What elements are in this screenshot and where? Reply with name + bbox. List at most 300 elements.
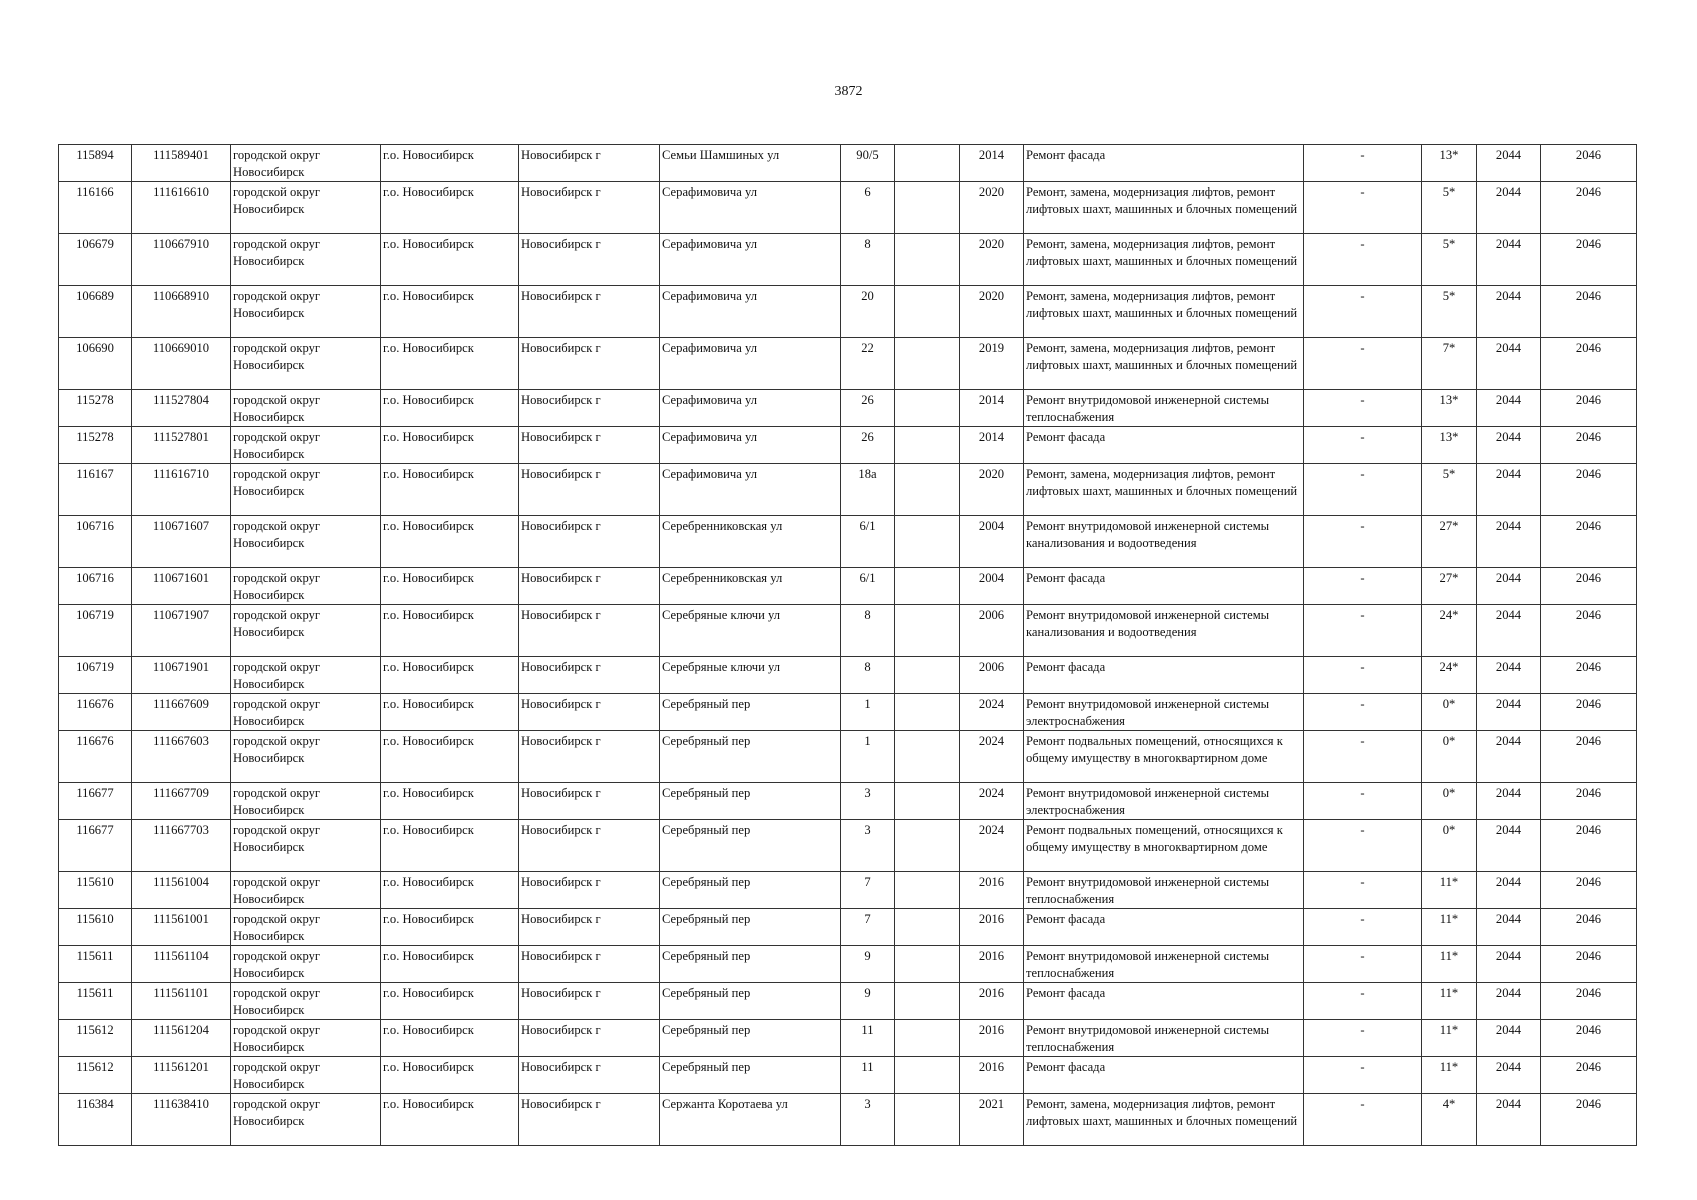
blank-cell (895, 286, 960, 338)
city-cell: Новосибирск г (519, 605, 660, 657)
years-since-cell: 0* (1422, 731, 1477, 783)
table-row (59, 390, 1637, 427)
blank-cell (895, 820, 960, 872)
work-code-cell: 111561001 (132, 909, 231, 946)
dash-cell: - (1304, 338, 1422, 390)
work-code-cell: 111667709 (132, 783, 231, 820)
district-cell: городской округ Новосибирск (231, 338, 381, 390)
object-id-cell: 115278 (59, 390, 132, 427)
last-repair-year-cell: 2004 (960, 516, 1024, 568)
street-cell: Серебряный пер (660, 731, 841, 783)
last-repair-year-cell: 2016 (960, 983, 1024, 1020)
work-code-cell: 111667603 (132, 731, 231, 783)
street-cell: Серафимовича ул (660, 182, 841, 234)
last-repair-year-cell: 2019 (960, 338, 1024, 390)
house-number-cell: 90/5 (841, 145, 895, 182)
municipality-cell: г.о. Новосибирск (381, 872, 519, 909)
table-row (59, 1094, 1637, 1146)
object-id-cell: 115611 (59, 946, 132, 983)
city-cell: Новосибирск г (519, 427, 660, 464)
street-cell: Серебряный пер (660, 694, 841, 731)
work-type-cell: Ремонт, замена, модернизация лифтов, ремонт лифтовых шахт, машинных и блочных помещений (1024, 464, 1304, 516)
house-number-cell: 6 (841, 182, 895, 234)
street-cell: Сержанта Коротаева ул (660, 1094, 841, 1146)
house-number-cell: 22 (841, 338, 895, 390)
object-id-cell: 116166 (59, 182, 132, 234)
blank-cell (895, 182, 960, 234)
street-cell: Семьи Шамшиных ул (660, 145, 841, 182)
work-code-cell: 111561004 (132, 872, 231, 909)
table-row (59, 946, 1637, 983)
last-repair-year-cell: 2016 (960, 909, 1024, 946)
object-id-cell: 116677 (59, 820, 132, 872)
plan-start-year-cell: 2044 (1477, 983, 1541, 1020)
dash-cell: - (1304, 182, 1422, 234)
blank-cell (895, 694, 960, 731)
city-cell: Новосибирск г (519, 464, 660, 516)
object-id-cell: 116676 (59, 694, 132, 731)
municipality-cell: г.о. Новосибирск (381, 731, 519, 783)
house-number-cell: 8 (841, 234, 895, 286)
dash-cell: - (1304, 390, 1422, 427)
work-code-cell: 110671601 (132, 568, 231, 605)
work-type-cell: Ремонт, замена, модернизация лифтов, ремонт лифтовых шахт, машинных и блочных помещений (1024, 234, 1304, 286)
municipality-cell: г.о. Новосибирск (381, 1057, 519, 1094)
last-repair-year-cell: 2014 (960, 145, 1024, 182)
municipality-cell: г.о. Новосибирск (381, 464, 519, 516)
dash-cell: - (1304, 731, 1422, 783)
years-since-cell: 24* (1422, 605, 1477, 657)
street-cell: Серебряный пер (660, 783, 841, 820)
plan-start-year-cell: 2044 (1477, 234, 1541, 286)
street-cell: Серафимовича ул (660, 427, 841, 464)
city-cell: Новосибирск г (519, 820, 660, 872)
plan-start-year-cell: 2044 (1477, 286, 1541, 338)
plan-end-year-cell: 2046 (1541, 427, 1637, 464)
street-cell: Серебряный пер (660, 872, 841, 909)
blank-cell (895, 1094, 960, 1146)
plan-start-year-cell: 2044 (1477, 731, 1541, 783)
district-cell: городской округ Новосибирск (231, 946, 381, 983)
table-row (59, 1020, 1637, 1057)
city-cell: Новосибирск г (519, 872, 660, 909)
municipality-cell: г.о. Новосибирск (381, 820, 519, 872)
municipality-cell: г.о. Новосибирск (381, 783, 519, 820)
district-cell: городской округ Новосибирск (231, 820, 381, 872)
blank-cell (895, 145, 960, 182)
years-since-cell: 4* (1422, 1094, 1477, 1146)
plan-end-year-cell: 2046 (1541, 731, 1637, 783)
plan-start-year-cell: 2044 (1477, 390, 1541, 427)
object-id-cell: 115278 (59, 427, 132, 464)
blank-cell (895, 983, 960, 1020)
municipality-cell: г.о. Новосибирск (381, 657, 519, 694)
work-type-cell: Ремонт внутридомовой инженерной системы теплоснабжения (1024, 872, 1304, 909)
city-cell: Новосибирск г (519, 516, 660, 568)
work-code-cell: 111527801 (132, 427, 231, 464)
street-cell: Серебряный пер (660, 820, 841, 872)
city-cell: Новосибирск г (519, 909, 660, 946)
plan-end-year-cell: 2046 (1541, 872, 1637, 909)
last-repair-year-cell: 2020 (960, 234, 1024, 286)
street-cell: Серафимовича ул (660, 286, 841, 338)
dash-cell: - (1304, 464, 1422, 516)
last-repair-year-cell: 2024 (960, 694, 1024, 731)
municipality-cell: г.о. Новосибирск (381, 1020, 519, 1057)
years-since-cell: 27* (1422, 568, 1477, 605)
work-type-cell: Ремонт внутридомовой инженерной системы электроснабжения (1024, 783, 1304, 820)
house-number-cell: 3 (841, 820, 895, 872)
plan-start-year-cell: 2044 (1477, 820, 1541, 872)
years-since-cell: 0* (1422, 694, 1477, 731)
plan-start-year-cell: 2044 (1477, 568, 1541, 605)
work-code-cell: 110671907 (132, 605, 231, 657)
municipality-cell: г.о. Новосибирск (381, 694, 519, 731)
years-since-cell: 5* (1422, 464, 1477, 516)
plan-end-year-cell: 2046 (1541, 516, 1637, 568)
work-type-cell: Ремонт фасада (1024, 1057, 1304, 1094)
table-row (59, 464, 1637, 516)
table-row (59, 182, 1637, 234)
work-code-cell: 111561101 (132, 983, 231, 1020)
plan-start-year-cell: 2044 (1477, 783, 1541, 820)
years-since-cell: 13* (1422, 390, 1477, 427)
district-cell: городской округ Новосибирск (231, 872, 381, 909)
plan-start-year-cell: 2044 (1477, 946, 1541, 983)
blank-cell (895, 657, 960, 694)
table-row (59, 516, 1637, 568)
house-number-cell: 20 (841, 286, 895, 338)
district-cell: городской округ Новосибирск (231, 1094, 381, 1146)
plan-start-year-cell: 2044 (1477, 1057, 1541, 1094)
plan-start-year-cell: 2044 (1477, 1020, 1541, 1057)
years-since-cell: 11* (1422, 983, 1477, 1020)
last-repair-year-cell: 2024 (960, 820, 1024, 872)
blank-cell (895, 1020, 960, 1057)
street-cell: Серафимовича ул (660, 464, 841, 516)
blank-cell (895, 872, 960, 909)
work-code-cell: 110667910 (132, 234, 231, 286)
district-cell: городской округ Новосибирск (231, 145, 381, 182)
plan-start-year-cell: 2044 (1477, 516, 1541, 568)
last-repair-year-cell: 2016 (960, 946, 1024, 983)
district-cell: городской округ Новосибирск (231, 1057, 381, 1094)
city-cell: Новосибирск г (519, 1020, 660, 1057)
object-id-cell: 106679 (59, 234, 132, 286)
table-row (59, 694, 1637, 731)
house-number-cell: 1 (841, 694, 895, 731)
work-type-cell: Ремонт, замена, модернизация лифтов, ремонт лифтовых шахт, машинных и блочных помещений (1024, 286, 1304, 338)
house-number-cell: 11 (841, 1020, 895, 1057)
table-row (59, 338, 1637, 390)
blank-cell (895, 946, 960, 983)
municipality-cell: г.о. Новосибирск (381, 983, 519, 1020)
object-id-cell: 116676 (59, 731, 132, 783)
house-number-cell: 26 (841, 390, 895, 427)
blank-cell (895, 464, 960, 516)
plan-start-year-cell: 2044 (1477, 1094, 1541, 1146)
work-type-cell: Ремонт, замена, модернизация лифтов, ремонт лифтовых шахт, машинных и блочных помещений (1024, 182, 1304, 234)
plan-start-year-cell: 2044 (1477, 872, 1541, 909)
street-cell: Серебряный пер (660, 1057, 841, 1094)
years-since-cell: 5* (1422, 286, 1477, 338)
city-cell: Новосибирск г (519, 182, 660, 234)
plan-start-year-cell: 2044 (1477, 605, 1541, 657)
plan-end-year-cell: 2046 (1541, 182, 1637, 234)
plan-end-year-cell: 2046 (1541, 946, 1637, 983)
street-cell: Серафимовича ул (660, 390, 841, 427)
dash-cell: - (1304, 820, 1422, 872)
house-number-cell: 8 (841, 605, 895, 657)
plan-start-year-cell: 2044 (1477, 694, 1541, 731)
street-cell: Серебряный пер (660, 1020, 841, 1057)
district-cell: городской округ Новосибирск (231, 286, 381, 338)
object-id-cell: 106719 (59, 605, 132, 657)
plan-end-year-cell: 2046 (1541, 234, 1637, 286)
table-row (59, 234, 1637, 286)
house-number-cell: 9 (841, 946, 895, 983)
district-cell: городской округ Новосибирск (231, 182, 381, 234)
plan-start-year-cell: 2044 (1477, 657, 1541, 694)
dash-cell: - (1304, 1094, 1422, 1146)
municipality-cell: г.о. Новосибирск (381, 182, 519, 234)
work-code-cell: 111561204 (132, 1020, 231, 1057)
blank-cell (895, 234, 960, 286)
city-cell: Новосибирск г (519, 145, 660, 182)
object-id-cell: 116167 (59, 464, 132, 516)
district-cell: городской округ Новосибирск (231, 464, 381, 516)
blank-cell (895, 516, 960, 568)
work-code-cell: 110671607 (132, 516, 231, 568)
house-number-cell: 7 (841, 872, 895, 909)
municipality-cell: г.о. Новосибирск (381, 234, 519, 286)
table-row (59, 427, 1637, 464)
house-number-cell: 26 (841, 427, 895, 464)
city-cell: Новосибирск г (519, 731, 660, 783)
work-type-cell: Ремонт подвальных помещений, относящихся к общему имуществу в многоквартирном доме (1024, 820, 1304, 872)
last-repair-year-cell: 2020 (960, 286, 1024, 338)
municipality-cell: г.о. Новосибирск (381, 338, 519, 390)
dash-cell: - (1304, 234, 1422, 286)
work-type-cell: Ремонт внутридомовой инженерной системы теплоснабжения (1024, 946, 1304, 983)
street-cell: Серебренниковская ул (660, 516, 841, 568)
work-code-cell: 111616610 (132, 182, 231, 234)
plan-end-year-cell: 2046 (1541, 145, 1637, 182)
plan-end-year-cell: 2046 (1541, 390, 1637, 427)
work-type-cell: Ремонт фасада (1024, 657, 1304, 694)
dash-cell: - (1304, 516, 1422, 568)
dash-cell: - (1304, 1057, 1422, 1094)
blank-cell (895, 568, 960, 605)
years-since-cell: 5* (1422, 182, 1477, 234)
years-since-cell: 24* (1422, 657, 1477, 694)
last-repair-year-cell: 2024 (960, 731, 1024, 783)
plan-end-year-cell: 2046 (1541, 605, 1637, 657)
district-cell: городской округ Новосибирск (231, 516, 381, 568)
house-number-cell: 1 (841, 731, 895, 783)
district-cell: городской округ Новосибирск (231, 657, 381, 694)
municipality-cell: г.о. Новосибирск (381, 1094, 519, 1146)
work-type-cell: Ремонт, замена, модернизация лифтов, ремонт лифтовых шахт, машинных и блочных помещений (1024, 338, 1304, 390)
table-row (59, 820, 1637, 872)
work-type-cell: Ремонт фасада (1024, 909, 1304, 946)
blank-cell (895, 338, 960, 390)
municipality-cell: г.о. Новосибирск (381, 145, 519, 182)
work-type-cell: Ремонт внутридомовой инженерной системы канализования и водоотведения (1024, 605, 1304, 657)
object-id-cell: 115610 (59, 909, 132, 946)
work-type-cell: Ремонт внутридомовой инженерной системы теплоснабжения (1024, 390, 1304, 427)
table-row (59, 872, 1637, 909)
house-number-cell: 9 (841, 983, 895, 1020)
district-cell: городской округ Новосибирск (231, 390, 381, 427)
city-cell: Новосибирск г (519, 1057, 660, 1094)
work-code-cell: 111616710 (132, 464, 231, 516)
plan-end-year-cell: 2046 (1541, 820, 1637, 872)
dash-cell: - (1304, 286, 1422, 338)
work-type-cell: Ремонт фасада (1024, 983, 1304, 1020)
work-code-cell: 111527804 (132, 390, 231, 427)
plan-start-year-cell: 2044 (1477, 909, 1541, 946)
house-number-cell: 3 (841, 783, 895, 820)
table-row (59, 1057, 1637, 1094)
district-cell: городской округ Новосибирск (231, 983, 381, 1020)
city-cell: Новосибирск г (519, 983, 660, 1020)
table-row (59, 783, 1637, 820)
district-cell: городской округ Новосибирск (231, 731, 381, 783)
object-id-cell: 115611 (59, 983, 132, 1020)
district-cell: городской округ Новосибирск (231, 909, 381, 946)
house-number-cell: 3 (841, 1094, 895, 1146)
table-row (59, 657, 1637, 694)
table-row (59, 568, 1637, 605)
city-cell: Новосибирск г (519, 234, 660, 286)
blank-cell (895, 605, 960, 657)
municipality-cell: г.о. Новосибирск (381, 568, 519, 605)
last-repair-year-cell: 2006 (960, 605, 1024, 657)
plan-start-year-cell: 2044 (1477, 182, 1541, 234)
last-repair-year-cell: 2016 (960, 1020, 1024, 1057)
table-row (59, 983, 1637, 1020)
work-type-cell: Ремонт внутридомовой инженерной системы канализования и водоотведения (1024, 516, 1304, 568)
dash-cell: - (1304, 909, 1422, 946)
dash-cell: - (1304, 145, 1422, 182)
plan-end-year-cell: 2046 (1541, 286, 1637, 338)
object-id-cell: 115612 (59, 1020, 132, 1057)
plan-start-year-cell: 2044 (1477, 338, 1541, 390)
last-repair-year-cell: 2014 (960, 390, 1024, 427)
object-id-cell: 115612 (59, 1057, 132, 1094)
municipality-cell: г.о. Новосибирск (381, 427, 519, 464)
dash-cell: - (1304, 657, 1422, 694)
last-repair-year-cell: 2004 (960, 568, 1024, 605)
work-type-cell: Ремонт подвальных помещений, относящихся к общему имуществу в многоквартирном доме (1024, 731, 1304, 783)
city-cell: Новосибирск г (519, 946, 660, 983)
years-since-cell: 11* (1422, 1020, 1477, 1057)
table-row (59, 605, 1637, 657)
years-since-cell: 7* (1422, 338, 1477, 390)
municipality-cell: г.о. Новосибирск (381, 516, 519, 568)
dash-cell: - (1304, 872, 1422, 909)
district-cell: городской округ Новосибирск (231, 568, 381, 605)
street-cell: Серебряный пер (660, 946, 841, 983)
street-cell: Серебряный пер (660, 983, 841, 1020)
blank-cell (895, 427, 960, 464)
district-cell: городской округ Новосибирск (231, 783, 381, 820)
object-id-cell: 115610 (59, 872, 132, 909)
dash-cell: - (1304, 783, 1422, 820)
work-code-cell: 111589401 (132, 145, 231, 182)
object-id-cell: 106716 (59, 516, 132, 568)
table-body (59, 145, 1637, 1146)
street-cell: Серебренниковская ул (660, 568, 841, 605)
years-since-cell: 11* (1422, 1057, 1477, 1094)
city-cell: Новосибирск г (519, 390, 660, 427)
last-repair-year-cell: 2024 (960, 783, 1024, 820)
work-type-cell: Ремонт внутридомовой инженерной системы электроснабжения (1024, 694, 1304, 731)
blank-cell (895, 731, 960, 783)
district-cell: городской округ Новосибирск (231, 427, 381, 464)
house-number-cell: 11 (841, 1057, 895, 1094)
blank-cell (895, 783, 960, 820)
house-number-cell: 8 (841, 657, 895, 694)
dash-cell: - (1304, 1020, 1422, 1057)
house-number-cell: 6/1 (841, 516, 895, 568)
table-row (59, 286, 1637, 338)
work-type-cell: Ремонт фасада (1024, 568, 1304, 605)
plan-end-year-cell: 2046 (1541, 694, 1637, 731)
district-cell: городской округ Новосибирск (231, 234, 381, 286)
work-code-cell: 110668910 (132, 286, 231, 338)
municipality-cell: г.о. Новосибирск (381, 946, 519, 983)
house-number-cell: 18а (841, 464, 895, 516)
plan-end-year-cell: 2046 (1541, 338, 1637, 390)
dash-cell: - (1304, 605, 1422, 657)
city-cell: Новосибирск г (519, 657, 660, 694)
object-id-cell: 106690 (59, 338, 132, 390)
years-since-cell: 5* (1422, 234, 1477, 286)
work-code-cell: 111667609 (132, 694, 231, 731)
dash-cell: - (1304, 568, 1422, 605)
last-repair-year-cell: 2021 (960, 1094, 1024, 1146)
object-id-cell: 116384 (59, 1094, 132, 1146)
object-id-cell: 106716 (59, 568, 132, 605)
plan-end-year-cell: 2046 (1541, 568, 1637, 605)
object-id-cell: 115894 (59, 145, 132, 182)
plan-end-year-cell: 2046 (1541, 657, 1637, 694)
street-cell: Серебряный пер (660, 909, 841, 946)
work-type-cell: Ремонт, замена, модернизация лифтов, ремонт лифтовых шахт, машинных и блочных помещений (1024, 1094, 1304, 1146)
object-id-cell: 106719 (59, 657, 132, 694)
district-cell: городской округ Новосибирск (231, 694, 381, 731)
plan-end-year-cell: 2046 (1541, 1057, 1637, 1094)
years-since-cell: 27* (1422, 516, 1477, 568)
work-code-cell: 111561201 (132, 1057, 231, 1094)
table-row (59, 731, 1637, 783)
page-number: 3872 (834, 84, 863, 99)
years-since-cell: 0* (1422, 783, 1477, 820)
years-since-cell: 11* (1422, 946, 1477, 983)
city-cell: Новосибирск г (519, 783, 660, 820)
plan-end-year-cell: 2046 (1541, 1094, 1637, 1146)
city-cell: Новосибирск г (519, 694, 660, 731)
dash-cell: - (1304, 427, 1422, 464)
dash-cell: - (1304, 983, 1422, 1020)
work-code-cell: 111667703 (132, 820, 231, 872)
work-code-cell: 111561104 (132, 946, 231, 983)
plan-start-year-cell: 2044 (1477, 145, 1541, 182)
house-number-cell: 6/1 (841, 568, 895, 605)
dash-cell: - (1304, 694, 1422, 731)
